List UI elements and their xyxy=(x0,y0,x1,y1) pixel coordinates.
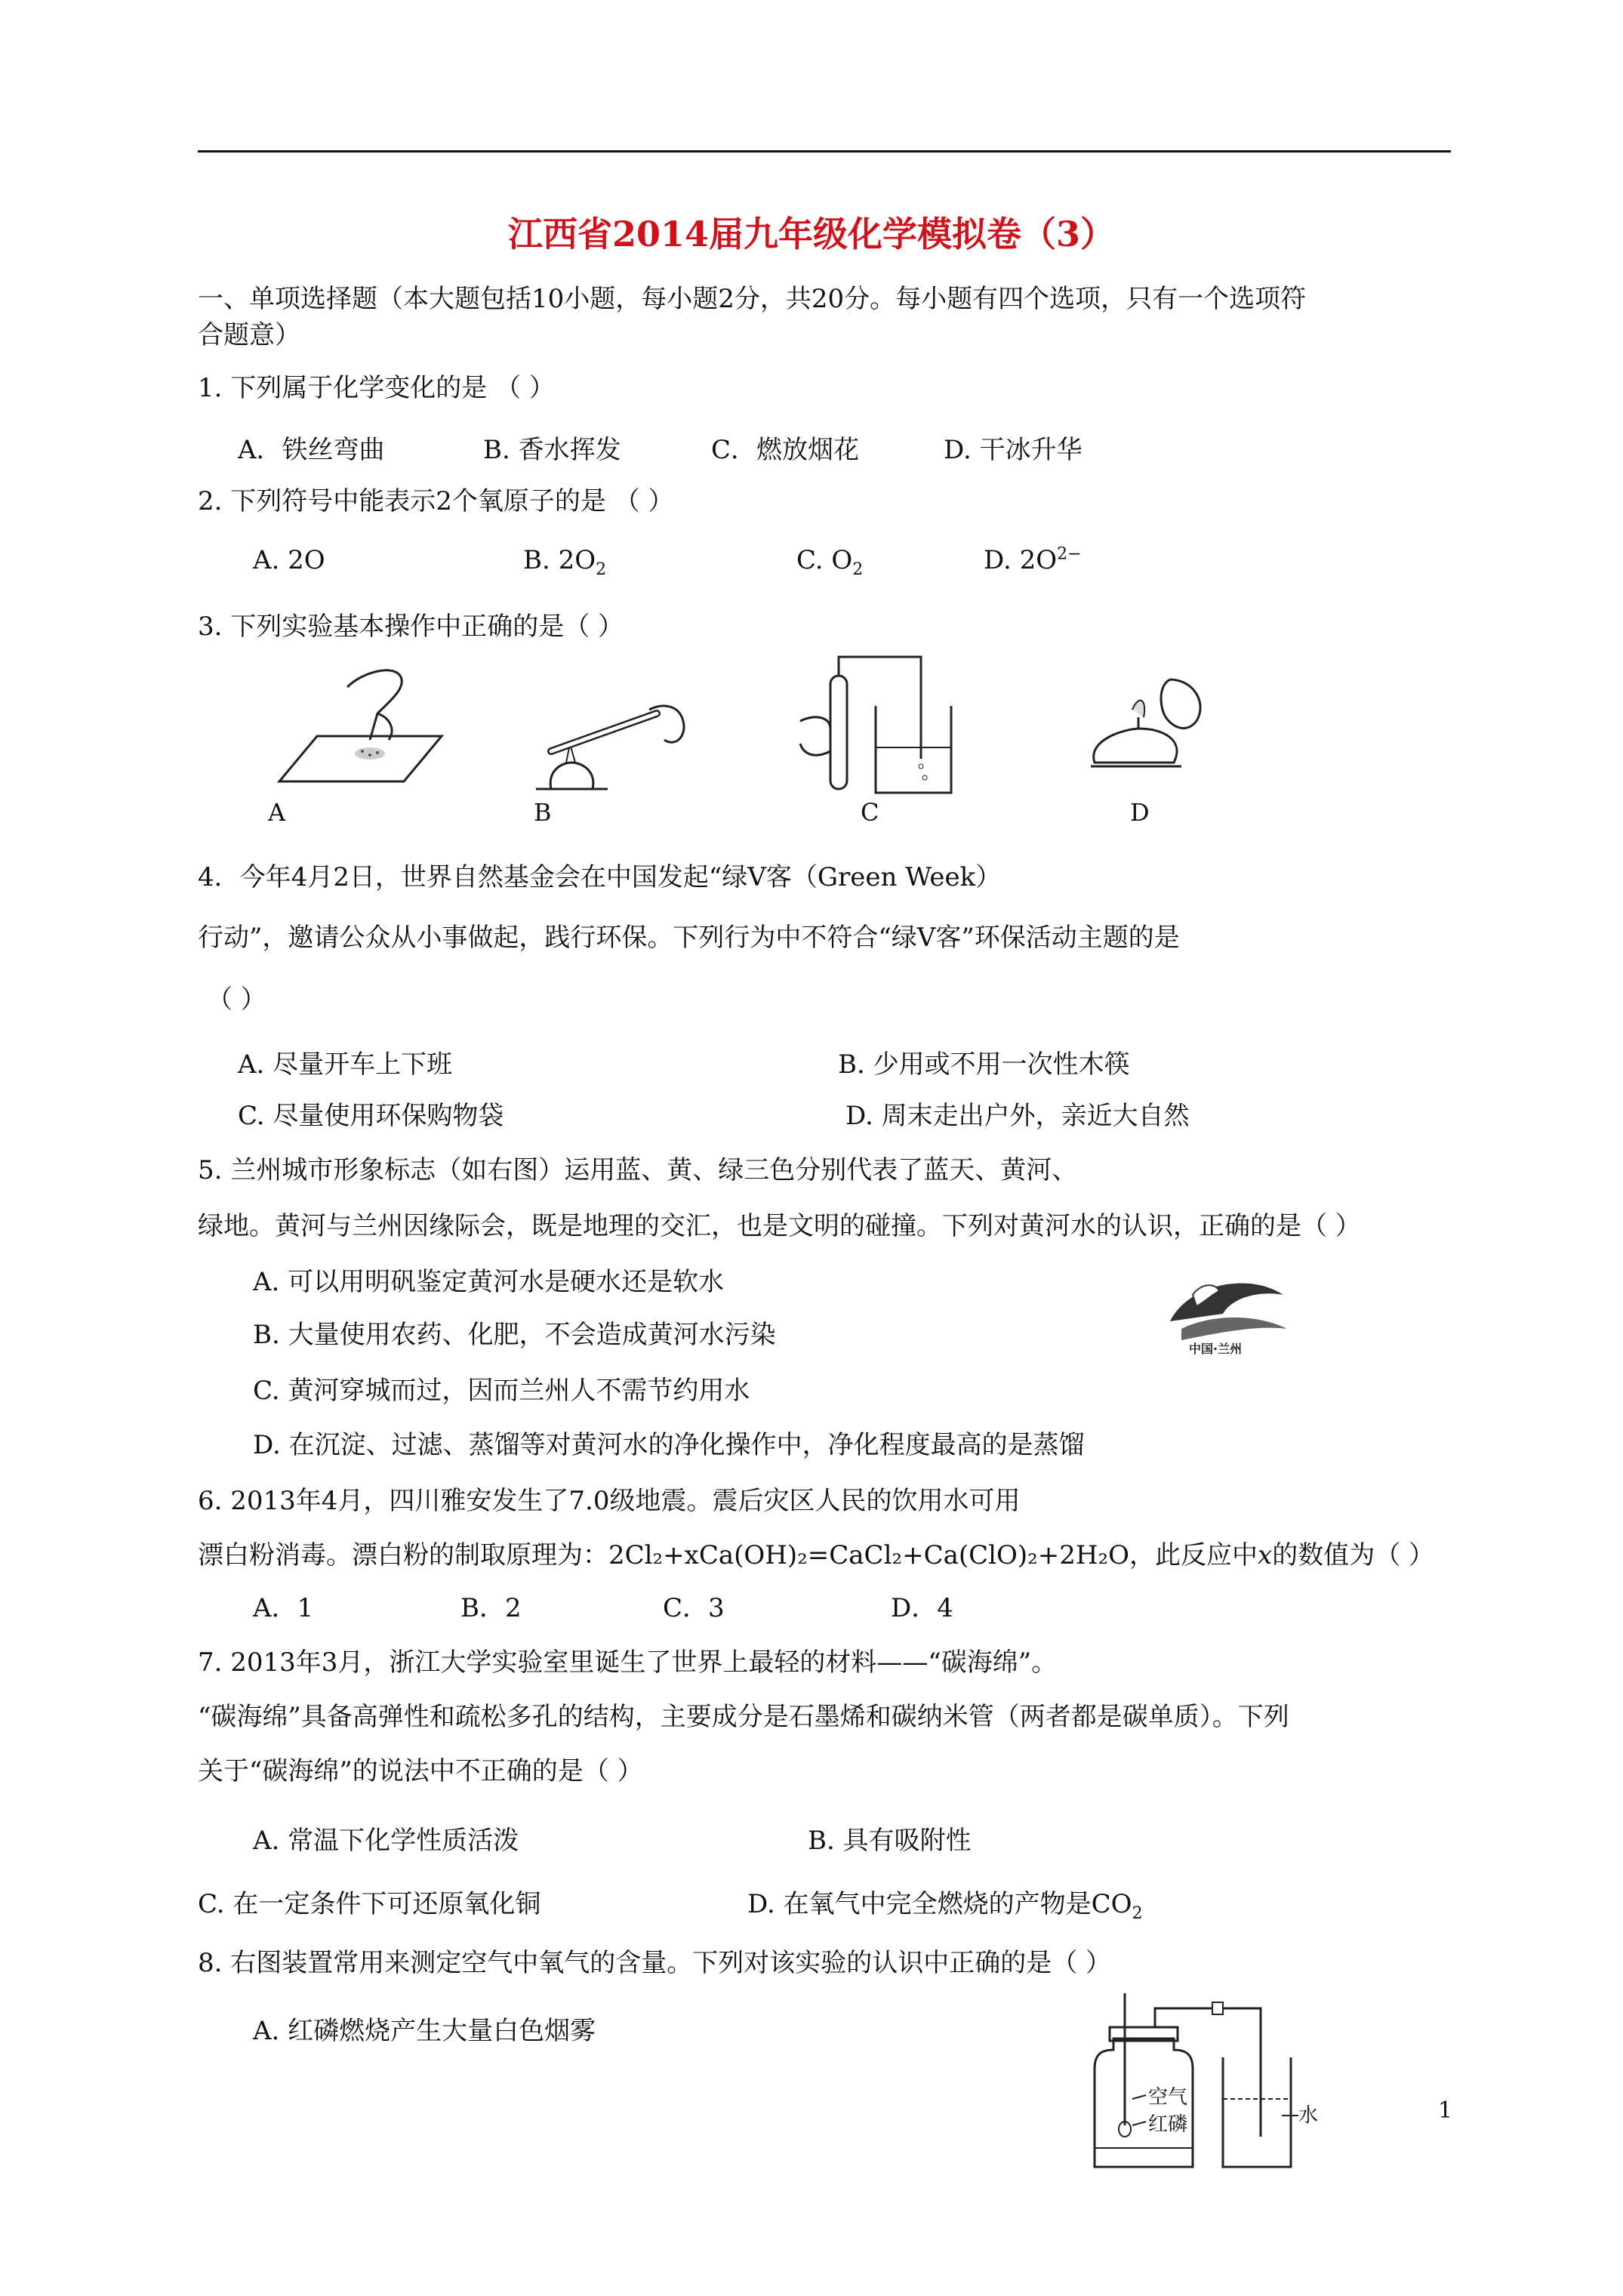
q4-option-d: D. 周末走出户外，亲近大自然 xyxy=(845,1101,1190,1131)
figure-d-lamp-lighting xyxy=(1079,664,1230,800)
q8-stem: 8. 右图装置常用来测定空气中氧气的含量。下列对该实验的认识中正确的是（ ） xyxy=(198,1948,1112,1978)
page-title: 江西省2014届九年级化学模拟卷（3） xyxy=(507,214,1116,254)
figure-label-b: B xyxy=(534,798,552,827)
page-number: 1 xyxy=(1438,2097,1453,2124)
fig-label-red-phosphorus: 红磷 xyxy=(1148,2113,1188,2136)
q1-option-b: B. 香水挥发 xyxy=(483,435,621,465)
q5-line2: 绿地。黄河与兰州因缘际会，既是地理的交汇，也是文明的碰撞。下列对黄河水的认识，正确的是（ ） xyxy=(198,1211,1361,1241)
q2-option-c: C. $O_2$ xyxy=(796,545,864,579)
q5-option-c: C. 黄河穿城而过，因而兰州人不需节约用水 xyxy=(253,1376,750,1406)
q6-option-c: C．3 xyxy=(663,1593,725,1623)
q1-stem: 1. 下列属于化学变化的是 （ ） xyxy=(198,373,555,403)
q2-stem: 2. 下列符号中能表示2个氧原子的是 （ ） xyxy=(198,486,674,516)
lanzhou-logo xyxy=(1159,1268,1295,1359)
q3-stem: 3. 下列实验基本操作中正确的是（ ） xyxy=(198,612,624,642)
q7-line2: “碳海绵”具备高弹性和疏松多孔的结构，主要成分是石墨烯和碳纳米管（两者都是碳单质）。下列 xyxy=(198,1702,1289,1732)
q2-option-d: D. $2O^{2-}$ xyxy=(984,544,1082,575)
q5-option-b: B. 大量使用农药、化肥，不会造成黄河水污染 xyxy=(253,1320,776,1350)
q6-option-d: D．4 xyxy=(891,1593,953,1623)
q7-option-c: C. 在一定条件下可还原氧化铜 xyxy=(198,1889,541,1919)
fig-label-air: 空气 xyxy=(1148,2086,1188,2109)
figure-label-a: A xyxy=(268,798,286,827)
fig-label-water: 水 xyxy=(1298,2104,1319,2127)
figure-label-d: D xyxy=(1130,798,1150,827)
q4-option-b: B. 少用或不用一次性木筷 xyxy=(838,1049,1130,1080)
q1-option-c: C．燃放烟花 xyxy=(711,435,860,465)
q7-option-b: B. 具有吸附性 xyxy=(808,1826,972,1856)
q7-line1: 7. 2013年3月，浙江大学实验室里诞生了世界上最轻的材料——“碳海绵”。 xyxy=(198,1647,1058,1678)
figure-label-c: C xyxy=(861,798,879,827)
figure-a-sprinkling xyxy=(257,657,453,800)
q6-line1: 6. 2013年4月，四川雅安发生了7.0级地震。震后灾区人民的饮用水可用 xyxy=(198,1486,1021,1516)
q4-line3: （ ） xyxy=(207,985,266,1015)
q6-option-b: B．2 xyxy=(460,1593,522,1623)
q6-line2: 漂白粉消毒。漂白粉的制取原理为：2Cl₂+xCa(OH)₂=CaCl₂+Ca(ClO)₂+2H₂O，此反应中x的数值为（ ） xyxy=(198,1540,1435,1570)
q4-option-c: C. 尽量使用环保购物袋 xyxy=(238,1101,504,1131)
section-heading-line1: 一、单项选择题（本大题包括10小题，每小题2分，共20分。每小题有四个选项，只有一个选项符 xyxy=(198,284,1307,314)
q2-option-b: B. $2O_2$ xyxy=(523,545,607,579)
q4-line2: 行动”，邀请公众从小事做起，践行环保。下列行为中不符合“绿Ⅴ客”环保活动主题的是 xyxy=(198,923,1180,953)
oxygen-content-apparatus xyxy=(1072,1986,1313,2174)
q1-option-d: D. 干冰升华 xyxy=(944,435,1083,465)
q6-option-a: A．1 xyxy=(253,1593,314,1623)
section-heading-line2: 合题意） xyxy=(198,320,300,350)
q4-line1: 4．今年4月2日，世界自然基金会在中国发起“绿Ⅴ客（Green Week） xyxy=(198,862,1002,892)
q5-line1: 5. 兰州城市形象标志（如右图）运用蓝、黄、绿三色分别代表了蓝天、黄河、 xyxy=(198,1155,1078,1185)
figure-c-airtightness xyxy=(785,646,966,808)
header-rule xyxy=(198,150,1451,153)
q1-option-a: A．铁丝弯曲 xyxy=(238,435,385,465)
q2-option-a: A. 2O xyxy=(253,545,325,575)
q7-line3: 关于“碳海绵”的说法中不正确的是（ ） xyxy=(198,1756,643,1786)
q5-option-d: D. 在沉淀、过滤、蒸馏等对黄河水的净化操作中，净化程度最高的是蒸馏 xyxy=(253,1430,1085,1460)
q5-option-a: A. 可以用明矾鉴定黄河水是硬水还是软水 xyxy=(253,1267,725,1297)
q7-option-d: D. 在氧气中完全燃烧的产物是$CO_2$ xyxy=(747,1889,1143,1923)
logo-text: 中国·兰州 xyxy=(1189,1342,1243,1356)
q8-option-a: A. 红磷燃烧产生大量白色烟雾 xyxy=(253,2016,596,2046)
q7-option-a: A. 常温下化学性质活泼 xyxy=(253,1826,519,1856)
figure-b-heating-tube xyxy=(521,680,702,800)
q4-option-a: A. 尽量开车上下班 xyxy=(238,1049,453,1080)
